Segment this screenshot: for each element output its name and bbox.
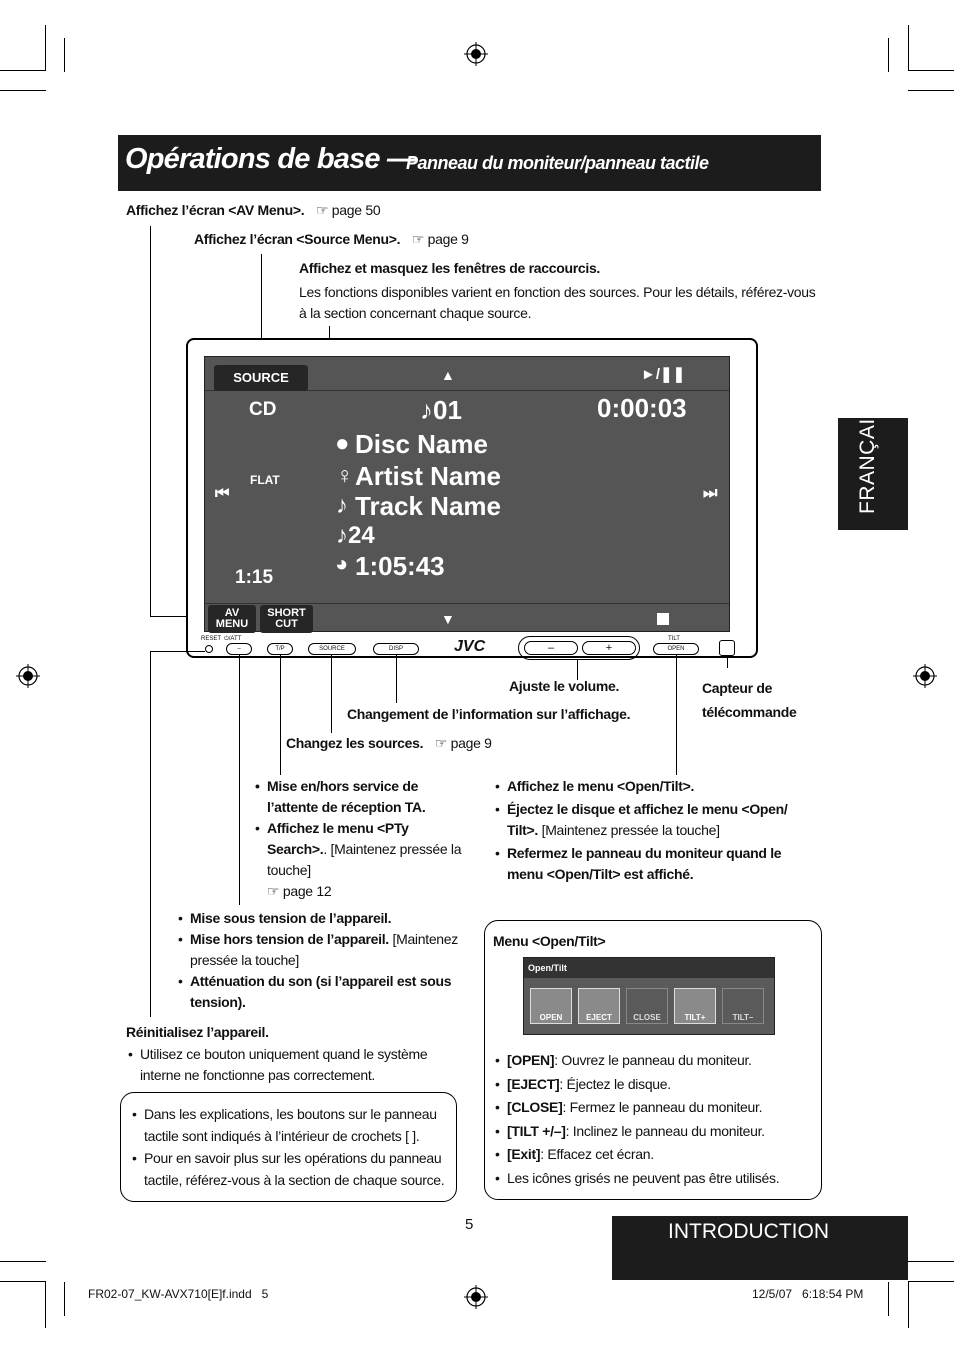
ta-list xyxy=(253,776,471,902)
next-icon[interactable]: ⏭ xyxy=(703,485,718,502)
crop-mark xyxy=(908,25,909,71)
track-name: Track Name xyxy=(355,491,501,521)
panel-title-bar: Open/Tilt xyxy=(524,958,774,978)
list-item: • Les icônes grisés ne peuvent pas être utilisés. xyxy=(493,1167,815,1191)
crop-mark xyxy=(45,25,46,71)
page-title: Opérations de base — xyxy=(125,143,416,175)
down-arrow-icon[interactable]: ▼ xyxy=(441,611,455,627)
list-item: • Affichez le menu <Open/Tilt>. xyxy=(493,776,813,797)
open-button[interactable]: OPEN xyxy=(653,643,699,655)
clock-icon: ◕ xyxy=(335,551,349,576)
artist-name: Artist Name xyxy=(355,461,501,491)
touch-screen xyxy=(204,356,730,632)
crop-mark xyxy=(64,1282,65,1316)
callout-source-menu xyxy=(194,229,469,250)
up-arrow-icon[interactable]: ▲ xyxy=(441,367,455,383)
source-button[interactable]: SOURCE xyxy=(214,365,308,391)
list-item: • Éjectez le disque et affichez le menu <Open/ Tilt>. [Maintenez pressée la touche] xyxy=(493,799,813,841)
section-label: INTRODUCTION xyxy=(668,1220,829,1243)
page-title-bar xyxy=(118,135,821,191)
list-item: • Utilisez ce bouton uniquement quand le système interne ne fonctionne pas correctement. xyxy=(126,1044,456,1086)
previous-icon[interactable]: ⏮ xyxy=(215,485,230,502)
crop-mark xyxy=(888,38,889,72)
list-item: • [EJECT]: Éjectez le disque. xyxy=(493,1073,815,1097)
tp-button[interactable]: T/P xyxy=(267,643,293,655)
callout-text: Affichez l’écran <Source Menu>. xyxy=(194,231,401,247)
close-icon-button[interactable]: CLOSE xyxy=(626,988,668,1024)
disp-button[interactable]: DISP xyxy=(373,643,419,655)
page-subtitle: Panneau du moniteur/panneau tactile xyxy=(406,153,709,173)
crop-mark xyxy=(64,38,65,72)
callout-sensor: Capteur de télécommande xyxy=(702,680,797,720)
crop-mark xyxy=(45,1282,46,1328)
open-tilt-items xyxy=(493,1049,815,1190)
total-tracks: ♪24 xyxy=(336,522,375,549)
crop-mark xyxy=(908,1261,954,1262)
footer-date: 12/5/07 6:18:54 PM xyxy=(752,1287,864,1301)
callout-av-menu xyxy=(126,200,380,221)
remote-sensor xyxy=(719,640,735,656)
crop-mark xyxy=(0,1281,46,1282)
callout-text: Affichez l’écran <AV Menu>. xyxy=(126,202,305,218)
callout-volume: Ajuste le volume. xyxy=(509,678,620,694)
eject-icon-button[interactable]: EJECT xyxy=(578,988,620,1024)
callout-change-source: Changez les sources. ☞ page 9 xyxy=(286,735,492,751)
list-item: • [TILT +/–]: Inclinez le panneau du moniteur. xyxy=(493,1120,815,1144)
disc-icon: ● xyxy=(335,430,350,457)
volume-up-button[interactable]: + xyxy=(582,641,636,655)
callout-shortcut-title: Affichez et masquez les fenêtres de raccourcis. xyxy=(299,260,601,276)
page-reference: ☞ page 9 xyxy=(411,231,469,247)
list-item: • Mise en/hors service de l’attente de réception TA. xyxy=(253,776,471,818)
tilt-up-icon-button[interactable]: TILT+ xyxy=(674,988,716,1024)
registration-target-icon xyxy=(464,42,488,66)
registration-target-icon xyxy=(913,664,937,688)
reset-label: RESET xyxy=(201,636,222,642)
list-item: • Mise sous tension de l’appareil. xyxy=(176,908,476,929)
crop-mark xyxy=(888,1282,889,1316)
note-icon: ♪ xyxy=(336,492,348,519)
registration-target-icon xyxy=(464,1285,488,1309)
crop-mark xyxy=(0,90,46,91)
power-list xyxy=(176,908,476,1013)
list-item: • [CLOSE]: Fermez le panneau du moniteur. xyxy=(493,1096,815,1120)
list-item: • Affichez le menu <PTy Search>.. [Maintenez pressée la touche] ☞ page 12 xyxy=(253,818,471,902)
reset-button[interactable] xyxy=(205,645,213,653)
crop-mark xyxy=(0,70,46,71)
total-time: 1:05:43 xyxy=(355,551,445,581)
page-reference: ☞ page 50 xyxy=(315,202,381,218)
volume-down-button[interactable]: – xyxy=(524,641,578,655)
list-item: • [Exit]: Effacez cet écran. xyxy=(493,1143,815,1167)
note-box xyxy=(120,1092,457,1202)
power-att-label: ⏻/ATT xyxy=(224,636,242,642)
note-list xyxy=(130,1103,448,1191)
list-item: • Atténuation du son (si l’appareil est sous tension). xyxy=(176,971,476,1013)
box-title: Menu <Open/Tilt> xyxy=(493,933,606,949)
artist-icon: ♀ xyxy=(336,462,354,488)
track-number: ♪01 xyxy=(420,395,462,425)
list-item: • Pour en savoir plus sur les opérations du panneau tactile, référez-vous à la section de chaque source. xyxy=(130,1147,448,1191)
stop-icon[interactable] xyxy=(657,613,669,625)
language-label: FRANÇAIS xyxy=(856,403,879,514)
disc-name: Disc Name xyxy=(355,429,488,459)
shortcut-button[interactable]: SHORT CUT xyxy=(260,605,313,633)
callout-shortcut-desc: Les fonctions disponibles varient en fonction des sources. Pour les détails, référez-vous à la section concernant chaque source. xyxy=(299,284,816,321)
list-item: • Refermez le panneau du moniteur quand le menu <Open/Tilt> est affiché. xyxy=(493,843,813,885)
source-name: CD xyxy=(249,399,277,420)
power-att-button[interactable]: – xyxy=(226,643,252,655)
reset-note xyxy=(126,1044,456,1086)
registration-target-icon xyxy=(16,664,40,688)
crop-mark xyxy=(0,1261,46,1262)
page-reference: ☞ page 9 xyxy=(434,735,492,751)
sound-mode: FLAT xyxy=(250,473,280,487)
list-item: • Mise hors tension de l’appareil. [Maintenez pressée la touche] xyxy=(176,929,476,971)
open-tilt-screen xyxy=(523,957,775,1035)
crop-mark xyxy=(908,90,954,91)
language-tab xyxy=(838,403,908,530)
jvc-logo: JVC xyxy=(454,638,486,655)
source-panel-button[interactable]: SOURCE xyxy=(308,643,356,655)
callout-display-info: Changement de l’information sur l’affichage. xyxy=(347,706,631,722)
av-menu-button[interactable]: AV MENU xyxy=(208,605,256,633)
elapsed-time: 0:00:03 xyxy=(597,393,687,423)
crop-mark xyxy=(908,1281,954,1282)
open-tilt-list xyxy=(493,776,813,885)
crop-mark xyxy=(908,1282,909,1328)
page-reference: ☞ page 12 xyxy=(267,883,332,899)
footer-filename: FR02-07_KW-AVX710[E]f.indd 5 xyxy=(88,1287,269,1301)
crop-mark xyxy=(908,70,954,71)
list-item: • [OPEN]: Ouvrez le panneau du moniteur. xyxy=(493,1049,815,1073)
section-tab xyxy=(612,1216,908,1280)
play-pause-button[interactable]: ►/❚❚ xyxy=(641,366,686,383)
tilt-down-icon-button[interactable]: TILT– xyxy=(722,988,764,1024)
clock-display: 1:15 xyxy=(235,567,274,588)
callout-reset-title: Réinitialisez l’appareil. xyxy=(126,1024,269,1040)
list-item: • Dans les explications, les boutons sur le panneau tactile sont indiqués à l’intérieur de crochets [ ]. xyxy=(130,1103,448,1147)
open-icon-button[interactable]: OPEN xyxy=(530,988,572,1024)
open-tilt-menu-box xyxy=(484,920,822,1200)
page-number: 5 xyxy=(465,1216,474,1233)
tilt-label: TILT xyxy=(668,636,680,642)
